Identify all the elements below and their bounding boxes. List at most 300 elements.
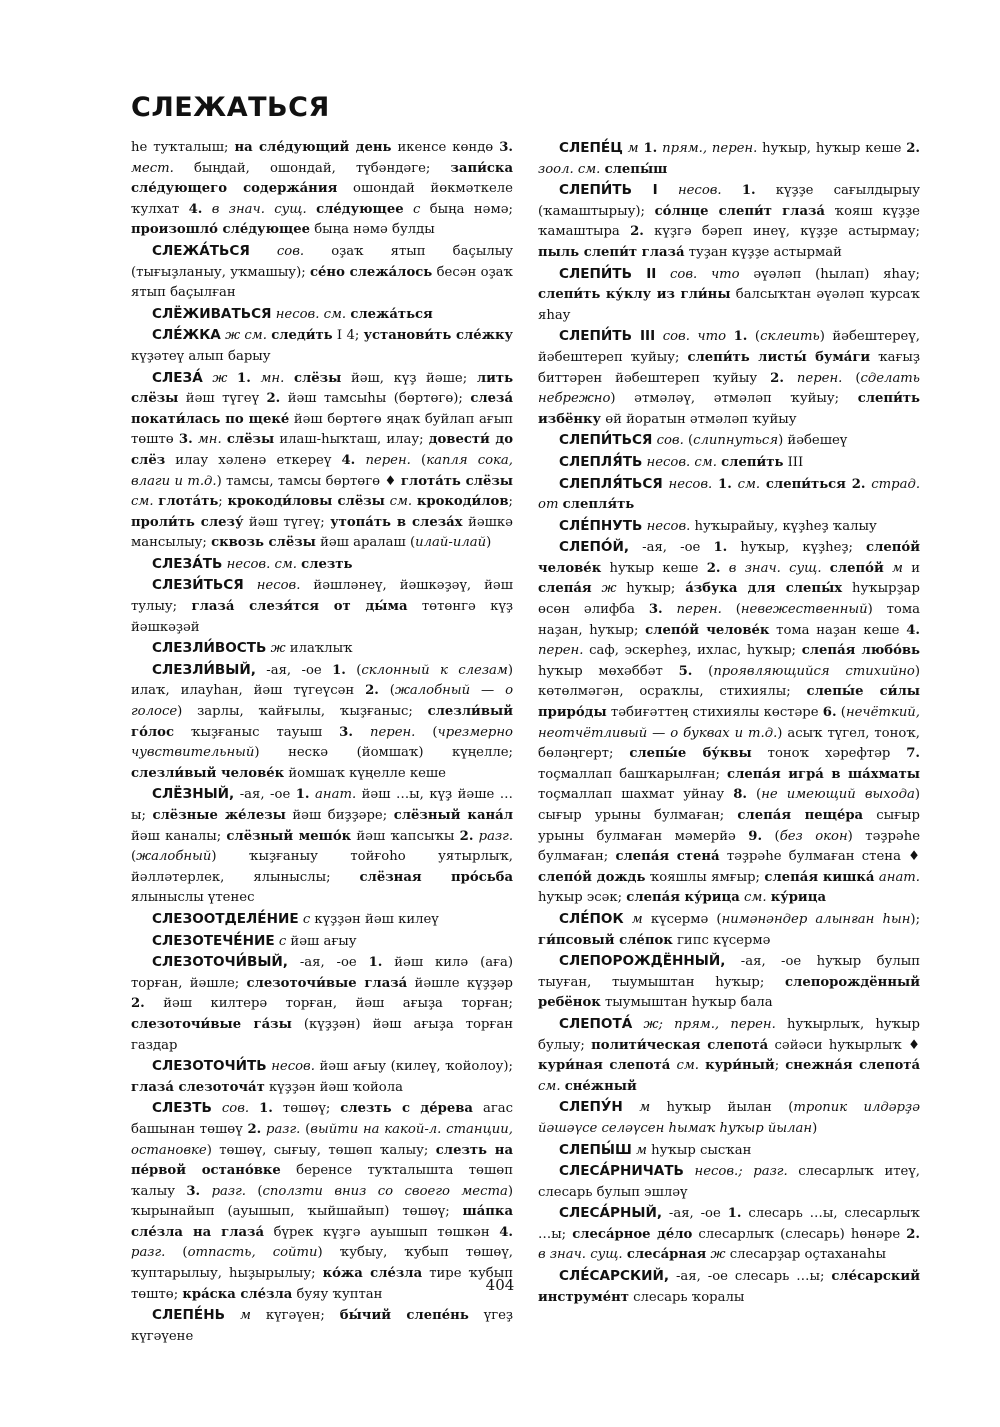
text: ) тома наҙан, һуҡыр; [538, 602, 920, 638]
text: -ая, -ое [255, 662, 333, 678]
bold-phrase: слеса́рное де́ло [572, 1226, 693, 1242]
text: ; [218, 494, 228, 510]
text: ); [910, 911, 921, 927]
text [784, 371, 797, 386]
bold-phrase: слепи́ть ку́клу из гли́ны [538, 287, 731, 303]
text: слесарлыҡ итеү, слесарь булып эшләү [538, 1164, 920, 1200]
left-column [131, 138, 513, 1347]
text: һуҡыр, һуҡыр кеше [757, 141, 907, 156]
text [307, 202, 316, 217]
text: һуҡыр эсәк; [538, 890, 627, 906]
headword: СЛЕПЫ́Ш [559, 1141, 632, 1158]
dictionary-entry [131, 660, 513, 785]
text: йәш тамсыһы (бөртөгө); [280, 391, 471, 407]
bold-phrase: 4. [499, 1224, 513, 1240]
text: слесарлыҡ (слесарь) һөнәре [692, 1226, 907, 1242]
grammar-label: разг. [211, 1183, 246, 1199]
bold-phrase: 1. [332, 662, 346, 678]
dictionary-entry [538, 1161, 920, 1203]
bold-phrase: 3. [186, 1183, 201, 1199]
grammar-label: ж [212, 370, 228, 386]
grammar-label: сделать небрежно [538, 370, 920, 407]
dictionary-entry [131, 241, 513, 304]
text: ( [842, 370, 861, 386]
headword: СЛЕПОТА́ [559, 1015, 633, 1032]
text: йәшкә мансылыу; [131, 514, 513, 551]
dictionary-entry [538, 1203, 920, 1266]
text [227, 371, 237, 386]
grammar-label: сов. что [662, 329, 727, 345]
headword: СЛЕЗТЬ [152, 1100, 212, 1117]
grammar-label: несов. [271, 1059, 315, 1075]
bold-phrase: слепа́я кишка́ [764, 869, 875, 885]
text: тома наҙан кеше [769, 622, 907, 638]
text [212, 1101, 222, 1116]
dictionary-entry [131, 554, 513, 576]
text: гипс күсермә [672, 932, 771, 948]
text: илау хәленә еткереү [165, 452, 342, 468]
bold-phrase: 5. [678, 663, 693, 679]
page-number: 404 [485, 1276, 515, 1294]
text: йомшаҡ күңелле кеше [284, 765, 446, 781]
text: тыумыштан һуҡыр бала [600, 995, 773, 1011]
text: беренсе туҡталышта төшөп ҡалыу [131, 1163, 513, 1199]
grammar-label: см. [389, 494, 413, 510]
text [623, 1100, 639, 1115]
text: агас башынан төшөү [131, 1101, 513, 1137]
text [203, 371, 213, 386]
grammar-label: в знач. сущ. [538, 1247, 623, 1263]
text: икенсе көндө [391, 140, 500, 155]
dictionary-entry [538, 138, 920, 180]
bold-phrase: кури́ная слепота́ [538, 1058, 671, 1074]
grammar-label: склонный к слезам [361, 662, 508, 678]
bold-phrase: довести́ до слёз [131, 432, 513, 468]
dictionary-entry [131, 325, 513, 367]
grammar-label: не имеющий выхода [761, 787, 915, 803]
bold-phrase: слёзы [293, 370, 342, 386]
grammar-label: перен. [538, 643, 584, 659]
dictionary-entry [538, 1014, 920, 1097]
bold-phrase: глота́ть [158, 494, 219, 510]
bold-phrase: 2. [131, 996, 145, 1012]
dictionary-entry [538, 1140, 920, 1162]
grammar-label: м [239, 1308, 251, 1324]
text [284, 371, 294, 386]
bold-phrase: 3. [339, 724, 353, 740]
bold-phrase: глаза́ слезоточа́т [131, 1079, 265, 1095]
bold-phrase: ко́жа сле́зла [322, 1266, 423, 1282]
bold-phrase: слепа́я игра́ в ша́хматы [727, 766, 920, 782]
bold-phrase: 6. [822, 705, 837, 721]
text: ) сығыр урыны булмаған; [538, 787, 920, 823]
grammar-label: с [278, 933, 287, 949]
bold-phrase: полити́ческая слепота́ [591, 1037, 769, 1053]
dictionary-entry [131, 138, 513, 241]
text [721, 561, 729, 576]
bold-phrase: глота́ть слёзы [400, 473, 513, 489]
text: күсермә ( [642, 911, 722, 927]
headword: СЛЕПЛЯ́ТЬ [559, 453, 643, 470]
bold-phrase: слепо́й [829, 560, 884, 576]
bold-phrase: на сле́дующий день [234, 140, 392, 155]
text: I 4; [332, 328, 364, 344]
text: ) ҡырынайып (ауышып, ҡыйшайып) төшөү; [131, 1183, 513, 1220]
grammar-label: в знач. сущ. [728, 560, 822, 576]
grammar-label: невежественный [740, 602, 868, 618]
bold-phrase: установи́ть сле́жку [363, 328, 513, 344]
grammar-label: тропик илдәрҙә йәшәүсе селәүсен һымаҡ һуҡыр йылан [538, 1100, 920, 1136]
headword: СЛЕПОРОЖДЁННЫЙ, [559, 953, 726, 970]
text: ; [508, 494, 513, 510]
headword: СЛЕПО́Й, [559, 539, 630, 556]
grammar-label: мест. [131, 160, 174, 176]
bold-phrase: кури́ный [705, 1058, 775, 1074]
text: йәшле күҙҙәр [407, 975, 513, 991]
headword: СЛЕПЕ́Ц [559, 140, 623, 156]
bold-phrase: 1. [295, 787, 310, 803]
grammar-label: см. [744, 890, 767, 906]
headword: СЛЕЗА́ТЬ [152, 555, 223, 572]
headword: СЛЕ́ПНУТЬ [559, 517, 643, 534]
grammar-label: с [302, 911, 311, 927]
text: ) тамсы, тамсы бөртөгө ♦ [216, 473, 401, 489]
text: (күҙҙән) йәш ағыҙа торған газдар [131, 1016, 513, 1053]
bold-phrase: слезть с де́рева [340, 1101, 473, 1117]
grammar-label: м [639, 1100, 651, 1116]
bold-phrase: бы́чий слепе́нь [339, 1308, 469, 1324]
text: -ая, -ое слесарь …ы; [669, 1269, 832, 1285]
text [249, 1101, 259, 1116]
bold-phrase: слепи́ть листы́ бума́ги [687, 349, 871, 365]
text: һуҡыр кеше [601, 560, 707, 576]
text: күгәүен; [250, 1308, 340, 1324]
bold-phrase: слёзный мешо́к [226, 828, 352, 844]
text: ) [486, 535, 492, 551]
bold-phrase: кра́ска сле́зла [182, 1286, 293, 1302]
bold-phrase: слезть на пе́рвой остано́вке [131, 1142, 514, 1179]
text: йәш каналы; [131, 828, 227, 844]
text: быңдай, ошондай, түбәндәге; [173, 160, 451, 176]
text: йәш килә (аға) торған, йәшле; [131, 955, 513, 991]
grammar-label: отпасть, сойти [187, 1245, 318, 1261]
bold-phrase: проли́ть слезу́ [131, 514, 244, 530]
headword: СЛЕ́ЖКА [152, 327, 221, 344]
text [722, 183, 742, 198]
text: тоҫмаллап башҡарылған; [538, 766, 728, 782]
text: ялыныслы үтенес [131, 890, 255, 906]
text: ( [747, 787, 762, 803]
bold-phrase: запи́ска сле́дующего содержа́ния [131, 160, 513, 197]
dictionary-entry [131, 1056, 513, 1098]
grammar-label: с [412, 201, 421, 217]
text: -ая, -ое [234, 787, 296, 803]
text [822, 561, 830, 576]
text: күҙҙән йәш ҡойола [264, 1079, 403, 1095]
headword: СЛЕЗОТОЧИ́ТЬ [152, 1058, 267, 1075]
text: ( [378, 683, 395, 699]
bold-phrase: слёзный кана́л [393, 808, 513, 823]
headword: СЛЕПЕ́НЬ [152, 1307, 225, 1324]
text [225, 1308, 240, 1323]
text: күҙгә бәреп инеү, күҙҙе астырмау; [643, 224, 921, 240]
headword: СЛЕПИ́ТЬ II [559, 265, 657, 282]
bold-phrase: 2. [247, 1121, 262, 1137]
grammar-label: сов. [656, 433, 684, 449]
text: ( [165, 1245, 188, 1261]
text: ( [345, 662, 362, 678]
text: һуҡырлыҡ, һуҡыр булыу; [538, 1016, 920, 1053]
text: туҙан күҙҙе астырмай [684, 244, 842, 260]
bold-phrase: 1. [733, 329, 748, 345]
grammar-label: несов. см. [646, 454, 717, 470]
bold-phrase: глаза́ слезя́тся от ды́ма [191, 599, 408, 615]
text: ) нескә (йомшаҡ) күңелле; [254, 745, 513, 761]
headword: СЛЁЖИВАТЬСЯ [152, 305, 272, 322]
text: ) көтөлмәгән, осраҡлы, стихиялы; [538, 663, 920, 700]
grammar-label: капля сока, влаги и т.д. [131, 452, 513, 489]
grammar-label: слипнуться [693, 433, 779, 449]
text: сығыр урыны булмаған мәмерйә [538, 808, 920, 844]
text [658, 183, 678, 198]
text [250, 244, 277, 259]
grammar-label: м [631, 911, 643, 927]
text: ( [245, 1183, 263, 1199]
dictionary-entry [131, 952, 513, 1056]
text: йәшләнеү, йәшкәҙәү, йәш тулыу; [131, 578, 513, 615]
text: ( [721, 602, 741, 618]
text: йәш түгеү; [243, 514, 331, 530]
grammar-label: несов. см. [226, 556, 297, 572]
text: сәйәси һуҡырлыҡ ♦ [768, 1037, 920, 1053]
bold-phrase: снежна́я слепота́ [785, 1058, 920, 1074]
running-header: СЛЕЖАТЬСЯ [131, 92, 330, 123]
bold-phrase: 2. [851, 476, 866, 492]
bold-phrase: слеза́ покати́лась по щеке́ [131, 391, 514, 427]
grammar-label: перен. [365, 452, 411, 468]
headword: СЛЕЗОТЕЧЕ́НИЕ [152, 932, 275, 949]
grammar-label: мн. [197, 432, 222, 448]
grammar-label: в знач. сущ. [211, 201, 307, 217]
bold-phrase: ги́псовый сле́пок [538, 932, 673, 948]
bold-phrase: 3. [499, 140, 513, 155]
text: саф, эскерһеҙ, ихлас, һуҡыр; [583, 643, 802, 659]
bold-phrase: слезоточи́вые глаза́ [246, 975, 408, 991]
grammar-label: несов. [677, 183, 722, 199]
grammar-label: несов. [668, 476, 713, 492]
text: күҙҙән йәш килеү [310, 911, 439, 927]
text: йәш бөртөгө яңаҡ буйлап ағып төштө [131, 411, 513, 448]
text: илаш-һыҡташ, илау; [274, 432, 429, 448]
bold-phrase: а́збука для слепы́х [685, 581, 843, 597]
text: төтөнгә күҙ йәшкәҙәй [131, 599, 513, 635]
bold-phrase: слезть [301, 556, 353, 572]
text: ) илаҡ, илауһан, йәш түгеүсән [131, 662, 513, 699]
bold-phrase: слепа́я стена́ [615, 849, 720, 865]
text [726, 329, 734, 344]
text: күҙҙе сағылдырыу (ҡамаштырыу); [538, 183, 920, 219]
bold-phrase: 2. [770, 370, 784, 386]
dictionary-entry [131, 931, 513, 953]
bold-phrase: со́лнце слепи́т глаза́ [654, 203, 825, 219]
text: ) йәбештереү, йәбештереп ҡуйыу; [538, 329, 920, 365]
bold-phrase: слезли́вый го́лос [131, 704, 513, 740]
headword: СЛЕЗЛИ́ВОСТЬ [152, 640, 267, 657]
grammar-label: без окон [779, 828, 848, 844]
text: һуҡыр мөхәббәт [538, 663, 679, 679]
bold-phrase: 1. [368, 955, 383, 971]
text: тоноҡ хәрефтәр [751, 746, 907, 762]
bold-phrase: 2. [266, 391, 281, 407]
text: ( [410, 452, 427, 468]
text: бүрек күҙгә ауышып төшкән [264, 1224, 500, 1240]
grammar-label: зоол. см. [538, 161, 601, 177]
text [404, 202, 413, 217]
bold-phrase: 3. [178, 432, 193, 448]
text: балсыҡтан әүәләп ҡурсаҡ яһау [538, 287, 920, 323]
bold-phrase: 7. [906, 746, 920, 762]
bold-phrase: сле́дующее [316, 201, 404, 217]
right-column [538, 138, 920, 1308]
bold-phrase: 4. [906, 622, 920, 638]
text [353, 725, 370, 740]
dictionary-entry [538, 516, 920, 538]
text: ( [300, 1121, 311, 1137]
text: ) төшөү, сығыу, төшөп ҡалыу; [206, 1142, 436, 1158]
headword: СЛЕ́ПОК [559, 910, 624, 927]
bold-phrase: слепля́ть [562, 497, 635, 513]
bold-phrase: слёзные же́лезы [152, 808, 286, 823]
bold-phrase: слепи́ть избёнку [538, 391, 920, 427]
grammar-label: чрезмерно чувствительный [131, 724, 513, 761]
bold-phrase: слепи́ться [765, 476, 846, 492]
text: йәш ағыу [286, 933, 357, 949]
text: ) [812, 1120, 818, 1136]
bold-phrase: 1. [741, 183, 756, 199]
bold-phrase: слепо́й дождь [538, 869, 646, 885]
grammar-label: сов. что [670, 266, 740, 282]
text: тәҙрәһе булмаған стена ♦ [719, 849, 921, 865]
bold-phrase: 2. [706, 560, 721, 576]
text: слесарь ҡоралы [628, 1289, 745, 1305]
bold-phrase: крокоди́лов [416, 494, 509, 510]
grammar-label: см. [676, 1058, 699, 1074]
text: йәш килтерә торған, йәш ағыҙа торған; [144, 996, 513, 1012]
bold-phrase: 3. [648, 602, 663, 618]
grammar-label: склеить [760, 329, 820, 345]
headword: СЛЕЖА́ТЬСЯ [152, 242, 250, 259]
text: ) йәбешеү [778, 433, 848, 449]
text: әүәләп (һылап) яһау; [739, 266, 920, 282]
grammar-label: см. [737, 476, 761, 492]
text: йәш ағыу (килеү, ҡойолоу); [314, 1059, 513, 1075]
text: бесән оҙаҡ ятып баҫылған [131, 264, 513, 301]
bold-phrase: 2. [365, 683, 379, 699]
grammar-label: несов. [646, 518, 691, 534]
text [244, 578, 257, 593]
bold-phrase: слепо́й челове́к [538, 540, 920, 576]
text: -ая, -ое [662, 1206, 728, 1222]
text: һе туҡталыш; [131, 140, 235, 155]
grammar-label: м [892, 560, 903, 576]
text: һуҡырҙар өсөн әлифба [538, 581, 920, 618]
dictionary-entry [538, 951, 920, 1014]
text [592, 581, 602, 596]
grammar-label: м [636, 1142, 647, 1158]
bold-phrase: слезли́вый челове́к [131, 765, 285, 781]
bold-phrase: 2. [906, 1226, 921, 1242]
text: -ая, -ое [287, 955, 369, 971]
text: өй йоратын әтмәләп ҡуйыу [601, 411, 797, 427]
dictionary-entry [538, 452, 920, 474]
dictionary-entry [131, 1305, 513, 1347]
text [884, 561, 892, 576]
text: слесарҙар оҫтаханаһы [725, 1247, 886, 1263]
grammar-label: илай-илай [415, 535, 487, 551]
bold-phrase: слепы́е бу́квы [629, 746, 752, 762]
grammar-label: нечёткий, неотчётливый — о буквах и т.д. [538, 705, 920, 741]
text: һуҡыр сысҡан [646, 1142, 752, 1158]
bold-phrase: 2. [906, 141, 921, 156]
bold-phrase: слепа́я пеще́ра [737, 808, 864, 823]
bold-phrase: 1. [713, 540, 728, 556]
grammar-label: проявляющийся стихийно [713, 663, 915, 679]
grammar-label: ж [601, 581, 617, 597]
grammar-label: см. [538, 1078, 561, 1094]
dictionary-entry [538, 1097, 920, 1139]
bold-phrase: произошло́ сле́дующее [131, 222, 311, 238]
bold-phrase: ша́пка сле́зла на глаза́ [131, 1204, 513, 1240]
dictionary-entry [538, 180, 920, 263]
grammar-label: перен. [796, 370, 843, 386]
text: ; [774, 1058, 786, 1074]
dictionary-entry [538, 537, 920, 909]
text [656, 267, 670, 282]
headword: СЛЕСА́РНЫЙ, [559, 1205, 663, 1222]
text: ) асыҡ түгел, тоноҡ, бөләңгерт; [538, 725, 921, 762]
text: йәш биҙҙәре; [285, 808, 394, 823]
bold-phrase: слепы́е си́лы приро́ды [538, 684, 921, 721]
bold-phrase: 4. [341, 452, 356, 468]
text: ( [692, 663, 714, 679]
text: ) ҡубыу, ҡубып төшөү, ҡуптарылыу, һыҙырылыу; [131, 1245, 513, 1282]
bold-phrase: 1. [259, 1101, 273, 1117]
bold-phrase: слепи́ть [721, 454, 784, 470]
text: ошондай йөкмәткеле ҡулхат [131, 181, 513, 217]
bold-phrase: ку́рица [770, 890, 826, 906]
bold-phrase: 4. [188, 201, 203, 217]
text [355, 453, 365, 468]
bold-phrase: слёзная про́сьба [359, 869, 514, 885]
grammar-label: нимәнәндер алынған һын [721, 911, 911, 927]
text: һуҡыр, күҙһеҙ; [727, 540, 867, 556]
headword: СЛЕПИ́ТЬСЯ [559, 432, 653, 449]
grammar-label: разг. [131, 1245, 166, 1261]
text [632, 1017, 643, 1032]
headword: СЛЕЗЛИ́ВЫЙ, [152, 661, 256, 678]
grammar-label: разг. [478, 828, 514, 844]
text [200, 1184, 211, 1199]
bold-phrase: 9. [748, 828, 763, 844]
text: ҡояш күҙҙе ҡамаштыра [538, 203, 920, 240]
bold-phrase: 1. [237, 370, 251, 386]
text: ) зарлы, ҡайғылы, ҡыҙғаныс; [177, 704, 428, 720]
text: тәбиғәттең стихиялы көстәре [606, 705, 823, 721]
headword: СЛЕПИ́ТЬ III [559, 328, 656, 345]
bold-phrase: се́но слежа́лось [310, 264, 433, 280]
text: ( [683, 433, 694, 449]
text: йәш түгеү [178, 391, 267, 407]
